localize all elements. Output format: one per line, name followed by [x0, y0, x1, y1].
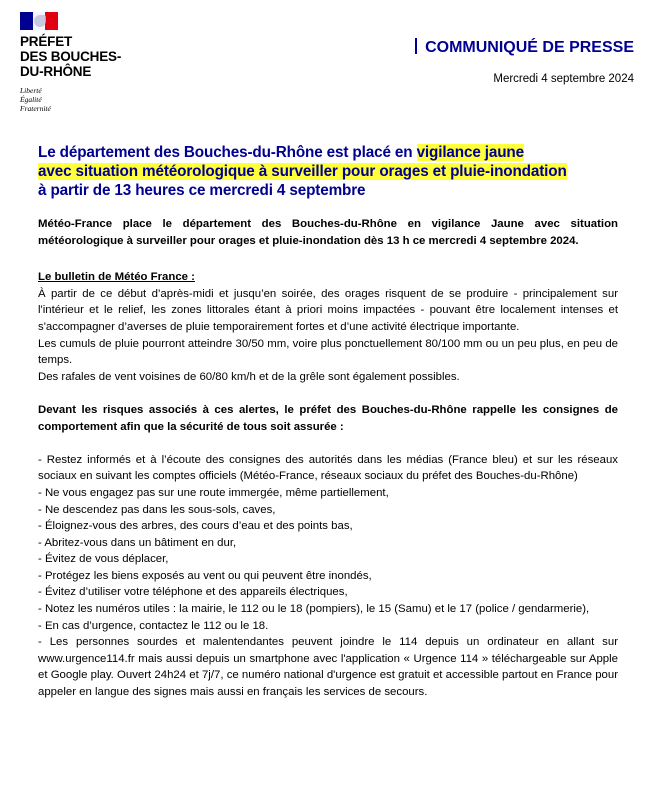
- list-item: - En cas d’urgence, contactez le 112 ou le 18.: [38, 619, 269, 632]
- separator-bar: [415, 38, 417, 54]
- prefecture-line: PRÉFET: [20, 34, 73, 49]
- title-text: à partir de 13 heures ce mercredi 4 septembre: [38, 182, 366, 199]
- list-item: - Restez informés et à l’écoute des consignes des autorités dans les médias (France bleu) et sur les réseaux sociaux en suivant les comptes officiels (Météo-France, réseaux sociaux du préfet des Bouches-du-Rhône): [38, 453, 618, 483]
- title-highlight: avec situation météorologique à surveiller pour orages et pluie-inondation: [38, 163, 567, 180]
- list-item: - Ne vous engagez pas sur une route immergée, même partiellement,: [38, 486, 389, 499]
- publication-date: Mercredi 4 septembre 2024: [493, 73, 634, 85]
- bulletin-paragraph: Les cumuls de pluie pourront atteindre 30/50 mm, voire plus ponctuellement 80/100 mm ou un peu plus, en peu de temps.: [38, 337, 618, 367]
- marianne-icon: [34, 15, 46, 27]
- bulletin-heading: Le bulletin de Météo France :: [38, 271, 195, 284]
- republic-motto: [20, 86, 51, 113]
- list-item: - Évitez de vous déplacer,: [38, 553, 169, 566]
- consignes-heading: Devant les risques associés à ces alertes, le préfet des Bouches-du-Rhône rappelle les consignes de comportement afin que la sécurité de tous soit assurée :: [38, 403, 618, 433]
- press-release-body: [38, 216, 618, 701]
- list-item: - Abritez-vous dans un bâtiment en dur,: [38, 536, 237, 549]
- list-item: - Évitez d’utiliser votre téléphone et des appareils électriques,: [38, 586, 348, 599]
- title-text: Le département des Bouches-du-Rhône est placé en: [38, 144, 417, 161]
- prefecture-line: DES BOUCHES-: [20, 49, 122, 64]
- list-item: - Protégez les biens exposés au vent ou qui peuvent être inondés,: [38, 569, 372, 582]
- prefecture-name: [20, 34, 121, 79]
- list-item: - Notez les numéros utiles : la mairie, le 112 ou le 18 (pompiers), le 15 (Samu) et le 17 (police / gendarmerie),: [38, 603, 590, 616]
- press-release-title: [38, 143, 628, 200]
- document-type: [415, 38, 634, 57]
- list-item: - Les personnes sourdes et malentendantes peuvent joindre le 114 depuis un ordinateur en allant sur www.urgence114.fr mais aussi depuis un smartphone avec l'application « Urgence 114 » téléchargeable sur Apple et Google play. Ouvert 24h24 et 7j/7, ce numéro national d'urgence est gratuit et accessible partout en France pour appeler en langue des signes mais aussi en français les services de secours.: [38, 636, 618, 699]
- motto-line: Égalité: [20, 95, 42, 104]
- motto-line: Fraternité: [20, 104, 51, 113]
- prefecture-line: DU-RHÔNE: [20, 64, 92, 79]
- list-item: - Éloignez-vous des arbres, des cours d’eau et des points bas,: [38, 520, 353, 533]
- document-type-label: COMMUNIQUÉ DE PRESSE: [425, 39, 634, 56]
- intro-paragraph: Météo-France place le département des Bouches-du-Rhône en vigilance Jaune avec situation météorologique à surveiller pour orages et pluie-inondation dès 13 h ce mercredi 4 septembre 2024.: [38, 218, 618, 247]
- list-item: - Ne descendez pas dans les sous-sols, caves,: [38, 503, 276, 516]
- bulletin-paragraph: Des rafales de vent voisines de 60/80 km/h et de la grêle sont également possibles.: [38, 370, 460, 383]
- motto-line: Liberté: [20, 86, 42, 95]
- title-highlight: vigilance jaune: [416, 144, 524, 161]
- header: [20, 12, 634, 122]
- bulletin-paragraph: À partir de ce début d’après-midi et jusqu’en soirée, des orages risquent de se produire - principalement sur l'intérieur et le relief, les zones littorales étant à priori moins impactées - pouvant être localement intenses et s'accompagner d’averses de pluie temporairement fortes et d’une activité électrique importante.: [38, 287, 618, 333]
